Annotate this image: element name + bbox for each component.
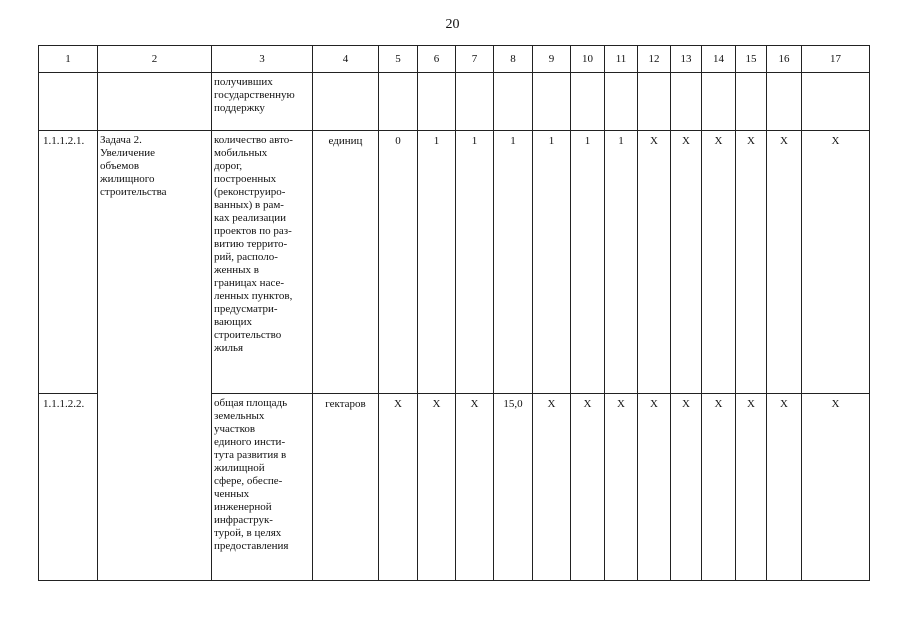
column-header: 6 — [418, 46, 456, 73]
column-header: 7 — [456, 46, 494, 73]
value-cell: X — [571, 394, 605, 581]
task-cell: Задача 2. Увеличение объемов жилищного строительства — [98, 131, 212, 581]
value-cell: X — [802, 394, 870, 581]
value-cell: 0 — [379, 131, 418, 394]
value-cell — [494, 73, 533, 131]
indicator-cell: количество авто- мобильных дорог, построенных (реконструиро- ванных) в рам- ках реализации проектов по раз- витию террито- рий, располо- женных в границах насе- ленных пунктов, предусматри- вающих строительство жилья — [212, 131, 313, 394]
value-cell: X — [702, 394, 736, 581]
value-cell: 1 — [533, 131, 571, 394]
column-header: 15 — [736, 46, 767, 73]
column-header: 16 — [767, 46, 802, 73]
value-cell — [533, 73, 571, 131]
table-row — [39, 73, 870, 131]
value-cell: 1 — [494, 131, 533, 394]
row-number-cell — [39, 73, 98, 131]
value-cell: X — [802, 131, 870, 394]
task-cell — [98, 73, 212, 131]
value-cell: 1 — [605, 131, 638, 394]
value-cell — [638, 73, 671, 131]
value-cell: X — [533, 394, 571, 581]
value-cell: X — [702, 131, 736, 394]
column-header: 5 — [379, 46, 418, 73]
column-header: 12 — [638, 46, 671, 73]
value-cell: X — [456, 394, 494, 581]
indicators-table — [38, 45, 870, 581]
row-number-cell: 1.1.1.2.2. — [39, 394, 98, 581]
unit-cell: единиц — [313, 131, 379, 394]
value-cell: X — [638, 131, 671, 394]
value-cell: X — [767, 394, 802, 581]
unit-cell — [313, 73, 379, 131]
value-cell — [736, 73, 767, 131]
column-header: 3 — [212, 46, 313, 73]
value-cell: X — [605, 394, 638, 581]
value-cell — [671, 73, 702, 131]
value-cell — [456, 73, 494, 131]
column-header: 17 — [802, 46, 870, 73]
column-header: 10 — [571, 46, 605, 73]
column-header: 1 — [39, 46, 98, 73]
table-row — [39, 131, 870, 394]
column-header: 13 — [671, 46, 702, 73]
value-cell: 1 — [418, 131, 456, 394]
column-number-header-row — [39, 46, 870, 73]
value-cell: X — [767, 131, 802, 394]
value-cell — [379, 73, 418, 131]
value-cell — [702, 73, 736, 131]
value-cell — [605, 73, 638, 131]
value-cell: X — [736, 394, 767, 581]
column-header: 11 — [605, 46, 638, 73]
page-number: 20 — [445, 17, 460, 32]
unit-cell: гектаров — [313, 394, 379, 581]
value-cell: X — [671, 131, 702, 394]
value-cell: X — [379, 394, 418, 581]
column-header: 2 — [98, 46, 212, 73]
value-cell: X — [638, 394, 671, 581]
value-cell: X — [736, 131, 767, 394]
column-header: 4 — [313, 46, 379, 73]
value-cell: 1 — [571, 131, 605, 394]
value-cell — [418, 73, 456, 131]
value-cell: 1 — [456, 131, 494, 394]
column-header: 14 — [702, 46, 736, 73]
value-cell: X — [671, 394, 702, 581]
column-header: 9 — [533, 46, 571, 73]
indicator-cell: получивших государственную поддержку — [212, 73, 313, 131]
value-cell — [571, 73, 605, 131]
value-cell: X — [418, 394, 456, 581]
column-header: 8 — [494, 46, 533, 73]
row-number-cell: 1.1.1.2.1. — [39, 131, 98, 394]
value-cell: 15,0 — [494, 394, 533, 581]
value-cell — [802, 73, 870, 131]
indicator-cell: общая площадь земельных участков единого инсти- тута развития в жилищной сфере, обеспе- ченных инженерной инфраструк- турой, в целях предоставления — [212, 394, 313, 581]
value-cell — [767, 73, 802, 131]
